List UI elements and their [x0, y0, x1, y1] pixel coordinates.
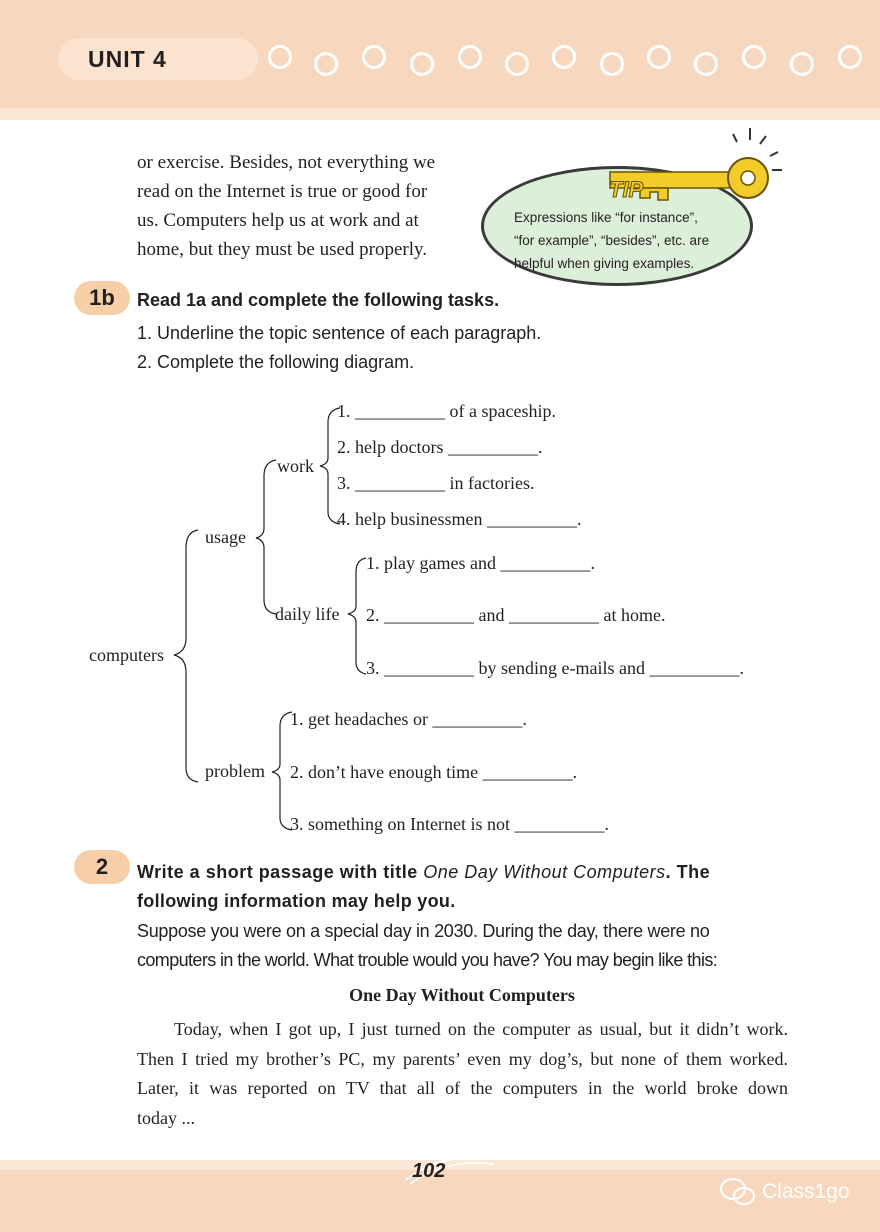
- sample-line: Then I tried my brother’s PC, my parents’ even my dog’s, but none of them worked.: [137, 1048, 788, 1069]
- task-1b-item: 2. Complete the following diagram.: [137, 352, 415, 372]
- passage-line: home, but they must be used properly.: [137, 239, 428, 260]
- diagram-root: computers: [89, 645, 164, 665]
- task-badge-1b: 1b: [74, 281, 130, 315]
- wechat-icon: [718, 1176, 758, 1208]
- daily-item: 2. __________ and __________ at home.: [366, 605, 666, 625]
- brace-problem: [272, 712, 292, 830]
- brace-usage: [256, 460, 276, 614]
- passage-line: us. Computers help us at work and at: [137, 210, 419, 231]
- task-2-title-italic: One Day Without Computers: [423, 862, 666, 882]
- passage-line: read on the Internet is true or good for: [137, 181, 428, 202]
- task-2-title: [137, 862, 797, 883]
- task-1b-item: 1. Underline the topic sentence of each paragraph.: [137, 323, 542, 343]
- tip-line: helpful when giving examples.: [514, 256, 695, 271]
- task-2-title-line2: following information may help you.: [137, 891, 456, 911]
- task-2-title-start: Write a short passage with title: [137, 862, 424, 882]
- sample-line: Later, it was reported on TV that all of the computers in the world broke down: [137, 1078, 788, 1098]
- sample-line: Today, when I got up, I just turned on the computer as usual, but it didn’t work.: [174, 1019, 788, 1039]
- unit-label: UNIT 4: [88, 46, 167, 72]
- diagram-daily-life: daily life: [275, 604, 340, 624]
- diagram-work: work: [277, 456, 314, 476]
- brace-daily: [348, 558, 366, 674]
- task-2-intro: Suppose you were on a special day in 2030. During the day, there were no: [137, 921, 710, 941]
- sample-passage: [137, 1015, 788, 1133]
- task-1b-title: Read 1a and complete the following tasks.: [137, 290, 500, 310]
- diagram-usage: usage: [205, 527, 246, 547]
- task-2-intro: computers in the world. What trouble would you have? You may begin like this:: [137, 950, 718, 970]
- diagram-problem: problem: [205, 761, 265, 781]
- work-item: 4. help businessmen __________.: [337, 509, 582, 529]
- tip-label: TIP: [609, 177, 644, 202]
- page-number: 102: [412, 1160, 446, 1182]
- sample-title: One Day Without Computers: [349, 985, 575, 1005]
- watermark: Class1go: [762, 1180, 850, 1203]
- brace-work: [320, 408, 340, 524]
- tip-line: “for example”, “besides”, etc. are: [514, 233, 710, 248]
- brace-main: [174, 530, 198, 782]
- work-item: 2. help doctors __________.: [337, 437, 543, 457]
- task-badge-2: 2: [74, 850, 130, 884]
- sample-line: today ...: [137, 1107, 195, 1128]
- daily-item: 3. __________ by sending e-mails and __________.: [366, 658, 744, 678]
- work-item: 3. __________ in factories.: [337, 473, 535, 493]
- work-item: 1. __________ of a spaceship.: [337, 401, 556, 421]
- problem-item: 3. something on Internet is not __________.: [290, 814, 609, 834]
- problem-item: 2. don’t have enough time __________.: [290, 762, 578, 782]
- tip-line: Expressions like “for instance”,: [514, 210, 698, 225]
- task-2-title-end: . The: [665, 862, 711, 882]
- daily-item: 1. play games and __________.: [366, 553, 595, 573]
- passage-line: or exercise. Besides, not everything we: [137, 152, 436, 173]
- problem-item: 1. get headaches or __________.: [290, 709, 527, 729]
